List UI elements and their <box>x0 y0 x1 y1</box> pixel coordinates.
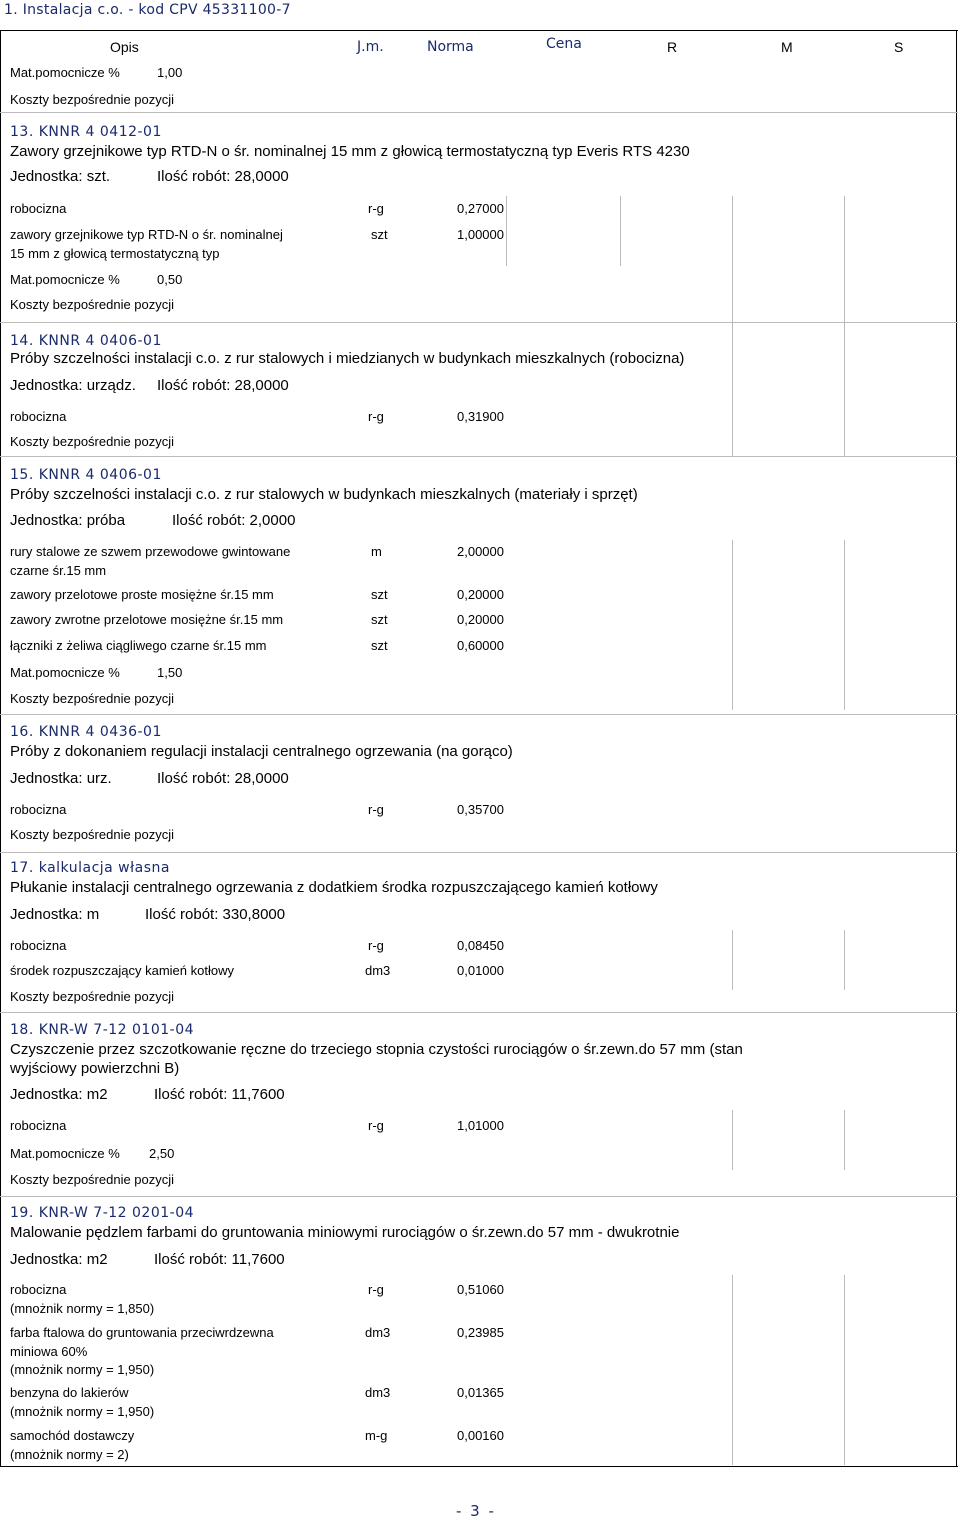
mat-label: Mat.pomocnicze % <box>10 272 120 287</box>
unit-label: Jednostka: urządz. <box>10 377 136 394</box>
item-name: samochód dostawczy <box>10 1428 135 1443</box>
koszty-label: Koszty bezpośrednie pozycji <box>10 92 175 107</box>
col-jm: J.m. <box>357 39 384 55</box>
unit-label: Jednostka: szt. <box>10 168 111 185</box>
item-name: robocizna <box>10 201 67 216</box>
quantity-label: Ilość robót: 28,0000 <box>157 770 289 787</box>
mat-label: Mat.pomocnicze % <box>10 665 120 680</box>
item-norm: 0,01365 <box>457 1385 504 1400</box>
col-opis: Opis <box>110 39 139 55</box>
item-name: łączniki z żeliwa ciągliwego czarne śr.15 mm <box>10 638 267 653</box>
quantity-label: Ilość robót: 28,0000 <box>157 168 289 185</box>
item-unit: szt <box>371 227 388 242</box>
position-title: Płukanie instalacji centralnego ogrzewania z dodatkiem środka rozpuszczającego kamień kotłowy <box>10 879 658 896</box>
item-name: środek rozpuszczający kamień kotłowy <box>10 963 234 978</box>
koszty-label: Koszty bezpośrednie pozycji <box>10 827 175 842</box>
item-norm: 0,51060 <box>457 1282 504 1297</box>
item-unit: r-g <box>368 1118 384 1133</box>
item-norm: 0,35700 <box>457 802 504 817</box>
item-name: robocizna <box>10 938 67 953</box>
position-number: 18. KNR-W 7-12 0101-04 <box>10 1022 195 1038</box>
item-unit: szt <box>371 587 388 602</box>
item-name: zawory zwrotne przelotowe mosiężne śr.15 mm <box>10 612 284 627</box>
item-unit: dm3 <box>365 1385 391 1400</box>
position-number: 16. KNNR 4 0436-01 <box>10 724 162 740</box>
item-norm: 1,00000 <box>457 227 504 242</box>
position-title: Próby z dokonaniem regulacji instalacji centralnego ogrzewania (na gorąco) <box>10 743 513 760</box>
unit-label: Jednostka: próba <box>10 512 126 529</box>
item-unit: r-g <box>368 201 384 216</box>
item-norm: 0,00160 <box>457 1428 504 1443</box>
mat-value: 1,00 <box>157 65 183 80</box>
item-norm: 0,01000 <box>457 963 504 978</box>
koszty-label: Koszty bezpośrednie pozycji <box>10 989 175 1004</box>
position-number: 14. KNNR 4 0406-01 <box>10 333 162 349</box>
item-multiplier: (mnożnik normy = 2) <box>10 1447 129 1462</box>
col-cena: Cena <box>546 36 582 52</box>
mat-value: 2,50 <box>149 1146 175 1161</box>
position-number: 15. KNNR 4 0406-01 <box>10 467 162 483</box>
position-number: 17. kalkulacja własna <box>10 860 170 876</box>
item-name: rury stalowe ze szwem przewodowe gwintowane <box>10 544 291 559</box>
item-unit: m-g <box>365 1428 388 1443</box>
koszty-label: Koszty bezpośrednie pozycji <box>10 691 175 706</box>
item-norm: 0,20000 <box>457 612 504 627</box>
quantity-label: Ilość robót: 330,8000 <box>145 906 286 923</box>
page-number: - 3 - <box>456 1502 496 1520</box>
item-unit: m <box>371 544 382 559</box>
item-name: zawory przelotowe proste mosiężne śr.15 mm <box>10 587 274 602</box>
item-name: robocizna <box>10 1118 67 1133</box>
mat-value: 1,50 <box>157 665 183 680</box>
item-name-cont: 15 mm z głowicą termostatyczną typ <box>10 246 220 261</box>
koszty-label: Koszty bezpośrednie pozycji <box>10 1172 175 1187</box>
item-name: robocizna <box>10 409 67 424</box>
position-title-cont: wyjściowy powierzchni B) <box>10 1060 180 1077</box>
item-multiplier: (mnożnik normy = 1,950) <box>10 1362 155 1377</box>
mat-value: 0,50 <box>157 272 183 287</box>
mat-label: Mat.pomocnicze % <box>10 1146 120 1161</box>
position-number: 19. KNR-W 7-12 0201-04 <box>10 1205 195 1221</box>
item-multiplier: (mnożnik normy = 1,850) <box>10 1301 155 1316</box>
item-name: robocizna <box>10 1282 67 1297</box>
item-name-cont: czarne śr.15 mm <box>10 563 107 578</box>
position-title: Próby szczelności instalacji c.o. z rur stalowych i miedzianych w budynkach mieszkalnych (robocizna) <box>10 350 685 367</box>
unit-label: Jednostka: urz. <box>10 770 112 787</box>
item-norm: 0,27000 <box>457 201 504 216</box>
item-name: benzyna do lakierów <box>10 1385 129 1400</box>
item-unit: dm3 <box>365 963 391 978</box>
item-name: farba ftalowa do gruntowania przeciwrdzewna <box>10 1325 274 1340</box>
mat-label: Mat.pomocnicze % <box>10 65 120 80</box>
koszty-label: Koszty bezpośrednie pozycji <box>10 434 175 449</box>
item-norm: 0,31900 <box>457 409 504 424</box>
quantity-label: Ilość robót: 28,0000 <box>157 377 289 394</box>
item-name-cont: miniowa 60% <box>10 1344 88 1359</box>
col-norma: Norma <box>427 39 474 55</box>
col-s: S <box>894 39 904 55</box>
quantity-label: Ilość robót: 11,7600 <box>154 1251 285 1268</box>
item-multiplier: (mnożnik normy = 1,950) <box>10 1404 155 1419</box>
position-number: 13. KNNR 4 0412-01 <box>10 124 162 140</box>
item-name: zawory grzejnikowe typ RTD-N o śr. nominalnej <box>10 227 283 242</box>
item-norm: 1,01000 <box>457 1118 504 1133</box>
col-r: R <box>667 39 678 55</box>
item-unit: r-g <box>368 802 384 817</box>
koszty-label: Koszty bezpośrednie pozycji <box>10 297 175 312</box>
item-unit: szt <box>371 638 388 653</box>
quantity-label: Ilość robót: 2,0000 <box>172 512 296 529</box>
col-m: M <box>781 39 793 55</box>
item-unit: r-g <box>368 409 384 424</box>
item-name: robocizna <box>10 802 67 817</box>
position-title: Malowanie pędzlem farbami do gruntowania miniowymi rurociągów o śr.zewn.do 57 mm - dwukrotnie <box>10 1224 680 1241</box>
item-norm: 0,08450 <box>457 938 504 953</box>
unit-label: Jednostka: m2 <box>10 1251 108 1268</box>
item-norm: 0,60000 <box>457 638 504 653</box>
item-norm: 0,23985 <box>457 1325 504 1340</box>
position-title: Czyszczenie przez szczotkowanie ręczne do trzeciego stopnia czystości rurociągów o śr.zewn.do 57 mm (stan <box>10 1041 743 1058</box>
item-unit: r-g <box>368 938 384 953</box>
unit-label: Jednostka: m <box>10 906 100 923</box>
item-unit: szt <box>371 612 388 627</box>
item-norm: 2,00000 <box>457 544 504 559</box>
quantity-label: Ilość robót: 11,7600 <box>154 1086 285 1103</box>
unit-label: Jednostka: m2 <box>10 1086 108 1103</box>
page-title: 1. Instalacja c.o. - kod CPV 45331100-7 <box>4 2 291 18</box>
position-title: Próby szczelności instalacji c.o. z rur stalowych w budynkach mieszkalnych (materiały i sprzęt) <box>10 486 638 503</box>
position-title: Zawory grzejnikowe typ RTD-N o śr. nominalnej 15 mm z głowicą termostatyczną typ Everis RTS 4230 <box>10 143 690 160</box>
item-unit: dm3 <box>365 1325 391 1340</box>
item-norm: 0,20000 <box>457 587 504 602</box>
item-unit: r-g <box>368 1282 384 1297</box>
